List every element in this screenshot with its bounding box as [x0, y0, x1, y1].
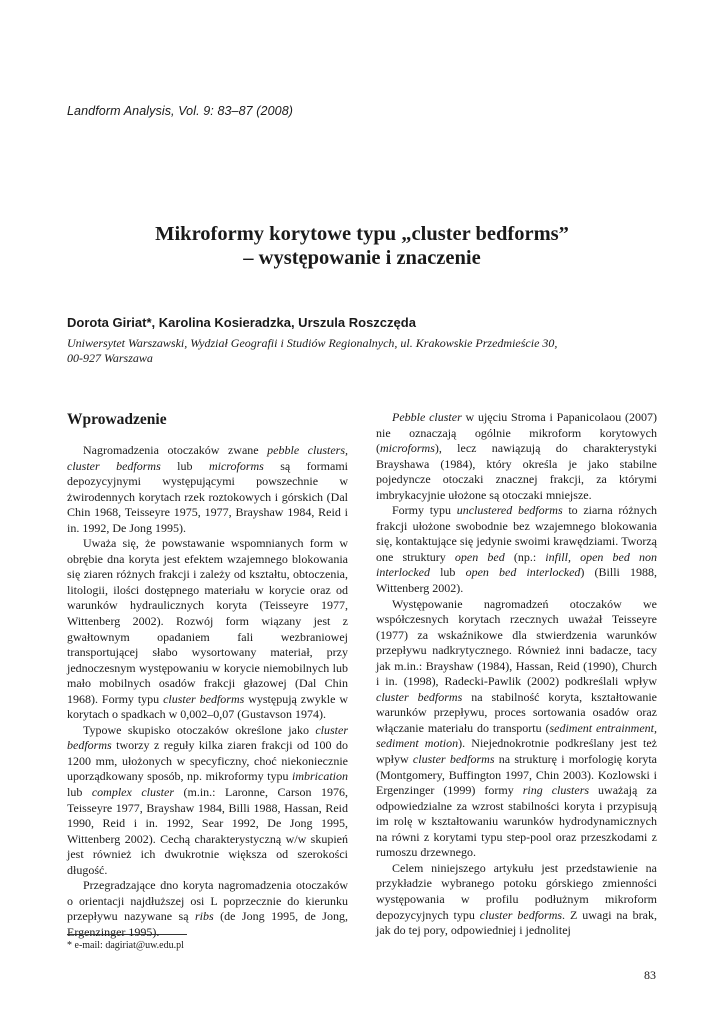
italic-term: microforms [380, 441, 435, 456]
text-run: Występowanie nagromadzeń otoczaków we współczesnych korytach rzecznych uważał Teisseyre (1977) za wskaźnikowe dla stwierdzenia warunków przepływu nadkrytycznego. Również inni badacze, tacy jak m.in.: Brayshaw (1984), Hassan, Reid (1990), Church i in. (1998), Radecki-Pawlik (2002) podkreślali wpływ [376, 596, 657, 689]
text-run: ). Niejednokrotnie podkreślany jest też wpływ [376, 736, 657, 767]
italic-term: unclustered bedforms [456, 503, 563, 518]
paragraph [67, 878, 348, 940]
text-run: Celem niniejszego artykułu jest przedstawienie na przykładzie wybranego potoku górskiego zmienności występowania w profilu podłużnym mikroform depozycyjnych typu [376, 860, 657, 922]
italic-term: imbrication [292, 769, 348, 784]
section-heading: Wprowadzenie [67, 411, 167, 428]
text-run: (np.: [504, 549, 546, 564]
text-run: lub [160, 458, 209, 473]
article-title-line-2: – występowanie i znaczenie [243, 247, 481, 269]
italic-term: complex cluster [91, 785, 174, 800]
text-run: lub [429, 565, 466, 580]
journal-citation: Landform Analysis, Vol. 9: 83–87 (2008) [67, 104, 294, 118]
italic-term: microforms [208, 458, 264, 473]
italic-term: cluster bedforms [67, 722, 348, 753]
text-run: na stabilność koryta, kształtowanie warunków przepływu, proces sortowania osadów oraz włączanie materiału do transportu ( [376, 689, 658, 735]
italic-term: ribs [195, 909, 214, 924]
article-title-line-1: Mikroformy korytowe typu „cluster bedforms” [155, 223, 569, 245]
paragraph [67, 723, 348, 878]
text-run: lub [67, 785, 92, 800]
italic-term: open bed [454, 549, 505, 564]
italic-term: sediment entrainment, sediment motion [376, 720, 657, 751]
right-column-body [376, 410, 657, 939]
italic-term: infill, open bed non interlocked [376, 549, 657, 580]
author-list: Dorota Giriat*, Karolina Kosieradzka, Urszula Roszczęda [67, 315, 416, 330]
paragraph [376, 861, 657, 939]
italic-term: cluster bedforms [412, 752, 495, 767]
italic-term: cluster bedforms [163, 691, 245, 706]
article-title [60, 222, 664, 270]
text-run: (m.in.: Laronne, Carson 1976, Teisseyre 1977, Brayshaw 1984, Billi 1988, Hassan, Reid 1990, Reid i in. 1992, Sear 1992, De Jong 1995, Wittenberg 2002). Cechą charakterystyczną w/w skupień jest również ich dwukrotnie większa od szerokości długość. [67, 785, 348, 877]
affiliation-line-2: 00-927 Warszawa [67, 351, 153, 365]
text-run: Nagromadzenia otoczaków zwane [83, 443, 268, 457]
italic-term: open bed interlocked [465, 565, 581, 580]
footnote: * e-mail: dagiriat@uw.edu.pl [67, 940, 184, 951]
left-column-body [67, 443, 348, 941]
left-column [67, 410, 348, 941]
text-run: ) (Billi 1988, Wittenberg 2002). [376, 565, 657, 596]
right-column [376, 410, 657, 939]
affiliation-line-1: Uniwersytet Warszawski, Wydział Geografii i Studiów Regionalnych, ul. Krakowskie Przedmieście 30, [67, 336, 558, 350]
text-run: są formami depozycyjnymi występującymi powszechnie w żwirodennych korytach rzek roztokowych i górskich (Dal Chin 1968, Teisseyre 1975, 1977, Brayshaw 1984, Reid i in. 1992, De Jong 1995). [67, 458, 348, 535]
paragraph [376, 503, 657, 596]
text-run: w ujęciu Stroma i Papanicolaou (2007) nie oznaczają ogólnie mikroform korytowych ( [376, 410, 657, 456]
text-run: Formy typu [392, 503, 457, 518]
italic-term: ring clusters [522, 783, 590, 798]
text-run: to ziarna różnych frakcji ułożone swobodnie bez wzajemnego blokowania się, kontaktujące się jedynie swoimi krawędziami. Tworzą one struktury [376, 503, 657, 564]
paragraph [376, 597, 657, 861]
text-run: Typowe skupisko otoczaków określone jako [83, 722, 316, 737]
text-run: . Z uwagi na brak, jak do tej pory, odpowiedniej i jednolitej [376, 907, 657, 938]
footnote-divider [67, 934, 187, 935]
italic-term: Pebble cluster [392, 410, 462, 424]
italic-term: cluster bedforms [479, 907, 563, 922]
text-run: na strukturę i morfologię koryta (Montgomery, Buffington 1997, Chin 2003). Kozlowski i Ergenzinger (1999) formy [376, 752, 658, 798]
paragraph [376, 410, 657, 503]
text-run: ), lecz nawiązują do charakterystyki Brayshawa (1984), który określa je jako stabilne pojedyncze otoczaki znacznej frakcji, za którymi imbrykacyjnie ułożone są otoczaki mniejsze. [376, 441, 657, 502]
text-run: uważają za odpowiedzialne za wzrost stabilności koryta i przypisują im rolę w kształtowaniu warunków hydrodynamicznych na równi z korytami typu step-pool oraz przeszkodami z rumoszu drzewnego. [376, 783, 657, 860]
text-run: występują zwykle w korytach o spadkach w 0,002–0,07 (Gustavson 1974). [67, 691, 348, 722]
italic-term: pebble clusters, cluster bedforms [67, 443, 348, 473]
page-number: 83 [644, 968, 656, 982]
text-run: Przegradzające dno koryta nagromadzenia otoczaków o orientacji najdłuższej osi L poprzecznie do kierunku przepływu nazywane są [67, 878, 348, 924]
affiliation [67, 336, 667, 366]
text-run: tworzy z reguły kilka ziaren frakcji od 100 do 1200 mm, ułożonych w specyficzny, choć niekoniecznie uporządkowany sposób, np. mikroformy typu [67, 738, 348, 784]
paragraph [67, 443, 348, 536]
text-run: Uważa się, że powstawanie wspomnianych form w obrębie dna koryta jest efektem wzajemnego blokowania się ziaren różnych frakcji i zależy od kształtu, obtoczenia, litologii, ilości dostępnego materiału w korycie oraz od warunków hydraulicznych koryta (Teisseyre 1977, Wittenberg 2002). Rozwój form wiązany jest z gwałtownym opadaniem fali wezbraniowej transportującej słabo wysortowany materiał, przy jednoczesnym występowaniu w korycie niemobilnych lub mało mobilnych osadów frakcji głazowej (Dal Chin 1968). Formy typu [67, 536, 348, 706]
italic-term: cluster bedforms [376, 689, 463, 704]
paragraph [67, 536, 348, 723]
text-run: (de Jong 1995, de Jong, Ergenzinger 1995). [67, 909, 348, 939]
